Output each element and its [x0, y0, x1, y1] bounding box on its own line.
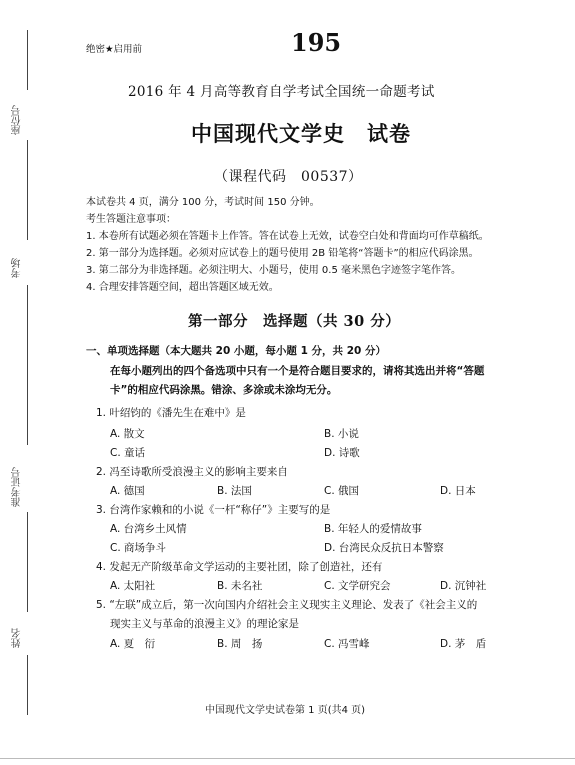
- margin-line: [27, 512, 28, 612]
- section-heading: 一、单项选择题（本大题共 20 小题，每小题 1 分，共 20 分）: [86, 345, 386, 357]
- question-stem: 1. 叶绍钧的《潘先生在难中》是: [96, 407, 246, 419]
- question-stem: 4. 发起无产阶级革命文学运动的主要社团，除了创造社，还有: [96, 561, 383, 573]
- option: D. 茅 盾: [440, 638, 487, 650]
- exam-room-label: 考场: [12, 258, 23, 278]
- option: A. 德国: [110, 485, 145, 497]
- confidential-label: 绝密★启用前: [86, 44, 143, 55]
- option: D. 诗歌: [324, 447, 360, 459]
- question-stem: 5. “左联”成立后，第一次向国内介绍社会主义现实主义理论、发表了《社会主义的: [96, 599, 478, 611]
- section-note: 在每小题列出的四个备选项中只有一个是符合题目要求的，请将其选出并将“答题: [110, 365, 485, 377]
- option: B. 小说: [324, 428, 359, 440]
- option: C. 冯雪峰: [324, 638, 370, 650]
- option: B. 未名社: [217, 580, 263, 592]
- question-stem-continued: 现实主义与革命的浪漫主义》的理论家是: [110, 618, 299, 630]
- part-one-title: 第一部分 选择题（共 30 分）: [188, 313, 401, 330]
- option: A. 散文: [110, 428, 145, 440]
- option: B. 周 扬: [217, 638, 263, 650]
- margin-line: [27, 285, 28, 445]
- option: C. 文学研究会: [324, 580, 391, 592]
- margin-line: [27, 140, 28, 240]
- paper-info: 本试卷共 4 页，满分 100 分，考试时间 150 分钟。: [86, 197, 320, 208]
- page-edge: [0, 758, 575, 759]
- option: D. 日本: [440, 485, 476, 497]
- course-code: （课程代码 00537）: [214, 169, 363, 185]
- instruction-item: 2. 第一部分为选择题。必须对应试卷上的题号使用 2B 铅笔将“答题卡”的相应代码涂黑。: [86, 248, 479, 259]
- option: D. 台湾民众反抗日本警察: [324, 542, 444, 554]
- question-stem: 2. 冯至诗歌所受浪漫主义的影响主要来自: [96, 466, 288, 478]
- instructions-heading: 考生答题注意事项：: [86, 214, 176, 225]
- page-footer: 中国现代文学史试卷第 1 页(共4 页): [205, 705, 366, 716]
- option: A. 台湾乡土风情: [110, 523, 187, 535]
- instruction-item: 4. 合理安排答题空间，超出答题区域无效。: [86, 282, 279, 293]
- paper-title: 中国现代文学史 试卷: [191, 121, 411, 146]
- option: B. 法国: [217, 485, 252, 497]
- instruction-item: 1. 本卷所有试题必须在答题卡上作答。答在试卷上无效，试卷空白处和背面均可作草稿纸。: [86, 231, 489, 242]
- name-label: 姓名: [12, 628, 23, 648]
- margin-line: [27, 655, 28, 715]
- option: A. 太阳社: [110, 580, 156, 592]
- option: A. 夏 衍: [110, 638, 156, 650]
- margin-line: [27, 30, 28, 90]
- id-number-label: 准考证号: [12, 467, 23, 507]
- exam-title-line: 2016 年 4 月高等教育自学考试全国统一命题考试: [128, 84, 435, 100]
- option: C. 商场争斗: [110, 542, 167, 554]
- seat-label: 座位号: [12, 105, 23, 135]
- section-note: 卡”的相应代码涂黑。错涂、多涂或未涂均无分。: [110, 384, 338, 396]
- option: D. 沉钟社: [440, 580, 487, 592]
- option: B. 年轻人的爱情故事: [324, 523, 422, 535]
- option: C. 童话: [110, 447, 146, 459]
- question-stem: 3. 台湾作家赖和的小说《一杆“称仔”》主要写的是: [96, 504, 331, 516]
- paper-code: 195: [291, 28, 342, 57]
- option: C. 俄国: [324, 485, 360, 497]
- instruction-item: 3. 第二部分为非选择题。必须注明大、小题号，使用 0.5 毫米黑色字迹签字笔作答。: [86, 265, 461, 276]
